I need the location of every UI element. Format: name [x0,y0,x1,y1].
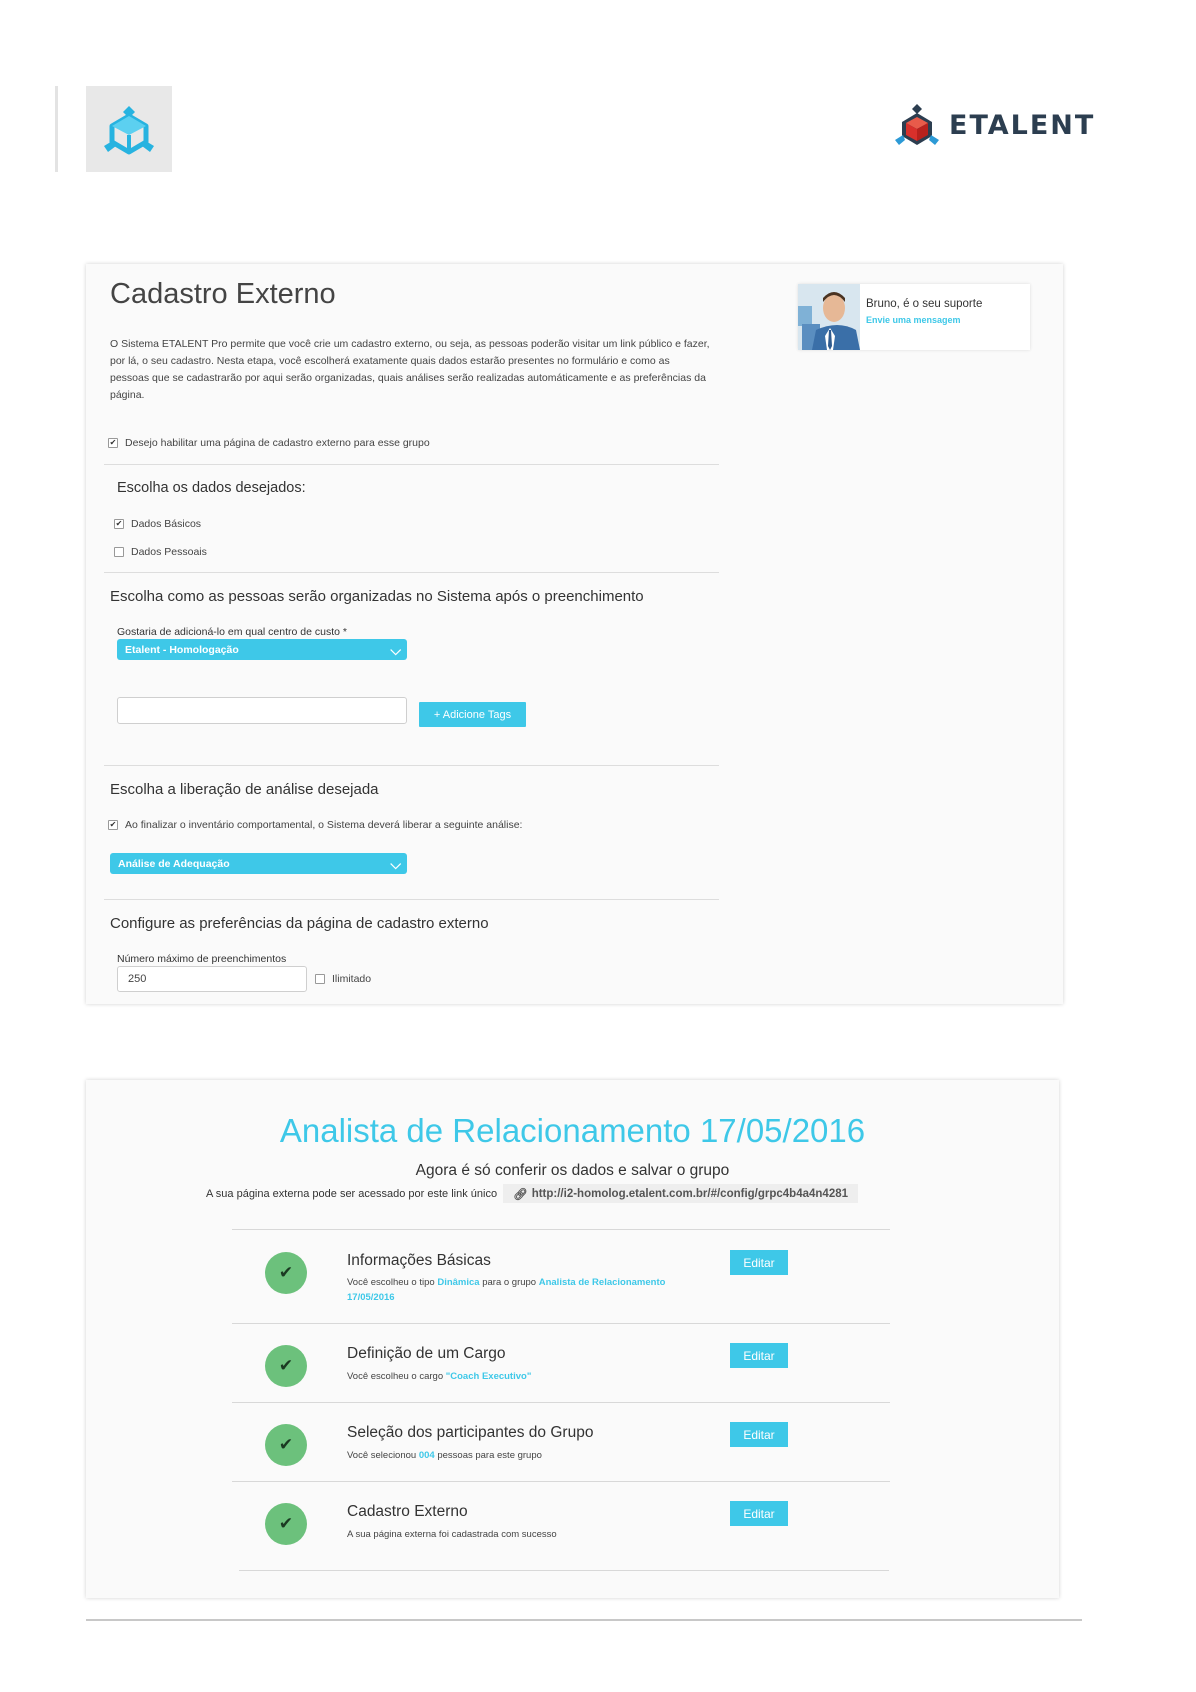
header-side-bar [55,86,58,172]
step-description [347,1275,687,1305]
analise-check-label: Ao finalizar o inventário comportamental, o Sistema deverá liberar a seguinte análise: [125,819,523,831]
divider [232,1481,890,1482]
step-title: Cadastro Externo [347,1503,468,1520]
brand-logo [895,102,1095,148]
analise-select[interactable] [110,853,407,874]
check-icon: ✔ [265,1503,307,1545]
step-title: Informações Básicas [347,1252,491,1269]
ilimitado-label: Ilimitado [332,973,372,985]
step-description [347,1448,687,1463]
step-desc-highlight: 004 [418,1450,435,1461]
dados-basicos-checkbox[interactable]: ✔ [115,519,123,528]
support-name: Bruno, é o seu suporte [866,298,983,310]
edit-button[interactable]: Editar [730,1422,788,1447]
max-preenchimentos-input[interactable]: 250 [117,966,307,992]
step-desc-text: Você selecionou [347,1450,419,1461]
group-subtitle: Agora é só conferir os dados e salvar o grupo [415,1162,730,1179]
preferencias-section-title: Configure as preferências da página de cadastro externo [110,915,489,932]
send-message-link[interactable]: Envie uma mensagem [866,315,961,325]
analise-check-row[interactable] [108,819,522,831]
etalent-cube-icon [895,102,939,148]
analise-checkbox[interactable]: ✔ [109,820,117,829]
cube-logo-icon [102,102,156,156]
step-description [347,1369,687,1384]
edit-button[interactable]: Editar [730,1250,788,1275]
check-icon: ✔ [265,1424,307,1466]
brand-text: ETALENT [949,109,1096,141]
max-preenchimentos-label: Número máximo de preenchimentos [117,953,287,965]
analise-section-title: Escolha a liberação de análise desejada [110,781,379,798]
step-desc-text: A sua página externa foi cadastrada com sucesso [347,1529,557,1540]
edit-button[interactable]: Editar [730,1343,788,1368]
step-title: Definição de um Cargo [347,1345,506,1362]
dados-pessoais-checkbox[interactable] [114,547,124,557]
divider [239,1570,889,1571]
enable-row[interactable] [108,437,430,449]
dados-pessoais-row[interactable] [114,546,207,558]
step-desc-text: Você escolheu o tipo [347,1277,438,1288]
check-icon: ✔ [265,1252,307,1294]
chevron-down-icon: ⌵ [390,641,401,658]
step-desc-text: pessoas para este grupo [434,1450,542,1461]
divider [104,572,719,573]
support-card [798,284,1030,350]
enable-label: Desejo habilitar uma página de cadastro externo para esse grupo [125,437,430,449]
step-desc-highlight: Analista de Relacionamento 17/05/2016 [347,1277,666,1303]
edit-button[interactable]: Editar [730,1501,788,1526]
organizacao-section-title: Escolha como as pessoas serão organizadas no Sistema após o preenchimento [110,588,644,605]
app-logo [86,86,172,172]
divider [104,464,719,465]
group-title: Analista de Relacionamento 17/05/2016 [279,1112,866,1149]
dados-basicos-row[interactable] [114,518,201,530]
centro-custo-value: Etalent - Homologação [125,643,239,656]
external-url-text: http://i2-homolog.etalent.com.br/#/config/grpc4b4a4n4281 [531,1187,849,1200]
analise-value: Análise de Adequação [118,857,230,870]
divider [232,1323,890,1324]
step-desc-highlight: Dinâmica [437,1277,480,1288]
divider [232,1229,890,1230]
tags-input[interactable] [117,697,407,724]
divider [232,1402,890,1403]
footer-divider [86,1619,1082,1621]
enable-checkbox[interactable]: ✔ [109,438,117,447]
page-title: Cadastro Externo [110,278,336,310]
add-tags-button[interactable]: + Adicione Tags [419,702,526,727]
link-icon: 🔗︎ [513,1188,528,1201]
step-title: Seleção dos participantes do Grupo [347,1424,594,1441]
ilimitado-row[interactable] [315,973,371,985]
group-summary-panel [86,1080,1059,1598]
step-desc-highlight: "Coach Executivo" [445,1371,532,1382]
external-link-row [206,1184,858,1203]
intro-text: O Sistema ETALENT Pro permite que você crie um cadastro externo, ou seja, as pessoas poderão visitar um link público e fazer, por lá, o seu cadastro. Nesta etapa, você escolherá exatamente quais dados estarão presentes no formulário e como as pessoas que se cadastrarão por aqui serão organizadas, quais análises serão realizadas automáticamente e as preferências da página. [110,338,710,401]
chevron-down-icon: ⌵ [390,855,401,872]
divider [104,899,719,900]
step-desc-text: Você escolheu o cargo [347,1371,446,1382]
cadastro-externo-panel [86,264,1063,1004]
external-link-text: A sua página externa pode ser acessado por este link único [206,1187,498,1200]
ilimitado-checkbox[interactable] [315,974,325,984]
check-icon: ✔ [265,1345,307,1387]
dados-section-title: Escolha os dados desejados: [117,480,306,496]
dados-pessoais-label: Dados Pessoais [131,546,207,558]
support-avatar [798,284,860,350]
step-description [347,1527,687,1542]
dados-basicos-label: Dados Básicos [131,518,202,530]
divider [104,765,719,766]
centro-custo-label: Gostaria de adicioná-lo em qual centro de custo * [117,626,347,638]
centro-custo-select[interactable] [117,639,407,660]
external-url[interactable] [503,1184,858,1203]
step-desc-text: para o grupo [479,1277,539,1288]
